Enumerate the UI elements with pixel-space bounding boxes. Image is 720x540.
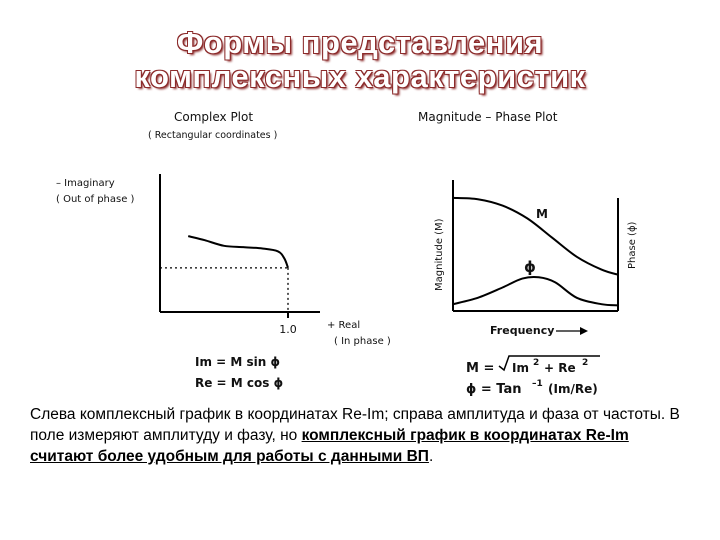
complex-x-tick-label: 1.0 [279, 323, 297, 336]
complex-ylabel-line2: ( Out of phase ) [56, 194, 135, 205]
caption-end: . [428, 448, 434, 465]
caption-plain: Слева комплексный график в координатах Re-Im; справа амплитуда и фаза от частоты. В поле измеряют амплитуду и фазу, но [30, 406, 680, 444]
slide-caption [30, 404, 692, 467]
slide-title-line1: Формы представления [176, 25, 544, 60]
figure [52, 104, 638, 401]
slide-title [0, 26, 720, 94]
formula-phi-rhs: (Im/Re) [548, 382, 598, 396]
magphase-ylabel-left: Magnitude (M) [434, 218, 445, 291]
frequency-arrowhead [580, 327, 588, 335]
formula-m-im: Im [512, 361, 529, 375]
caption-underlined: комплексный график в координатах Re-Im считают более удобным для работы с данными ВП [30, 427, 629, 465]
formula-phi-lhs: ϕ = Tan [466, 382, 522, 397]
complex-ylabel-line1: – Imaginary [56, 178, 115, 189]
formula-m-lhs: M = [466, 361, 495, 376]
formula-re: Re = M cos ϕ [195, 376, 284, 390]
formula-m-re: + Re [544, 361, 576, 375]
formula-phi-sup: –1 [532, 379, 543, 389]
magphase-xlabel: Frequency [490, 324, 555, 337]
magnitude-series-label: M [536, 207, 548, 221]
formula-m-sup1: 2 [533, 358, 540, 368]
magphase-ylabel-right: Phase (ϕ) [627, 221, 638, 269]
figure-svg [52, 104, 638, 401]
complex-xlabel-line1: + Real [327, 320, 361, 331]
magphase-title: Magnitude – Phase Plot [418, 110, 558, 124]
complex-plot-subtitle: ( Rectangular coordinates ) [148, 130, 278, 141]
complex-curve [188, 236, 288, 268]
complex-xlabel-line2: ( In phase ) [334, 336, 391, 347]
phase-curve [453, 277, 618, 305]
formula-im: Im = M sin ϕ [195, 355, 281, 369]
phase-series-label: ϕ [524, 258, 536, 276]
formula-m-sup2: 2 [582, 358, 589, 368]
slide-title-line2: комплексных характеристик [134, 59, 586, 94]
complex-plot-title: Complex Plot [174, 110, 254, 124]
